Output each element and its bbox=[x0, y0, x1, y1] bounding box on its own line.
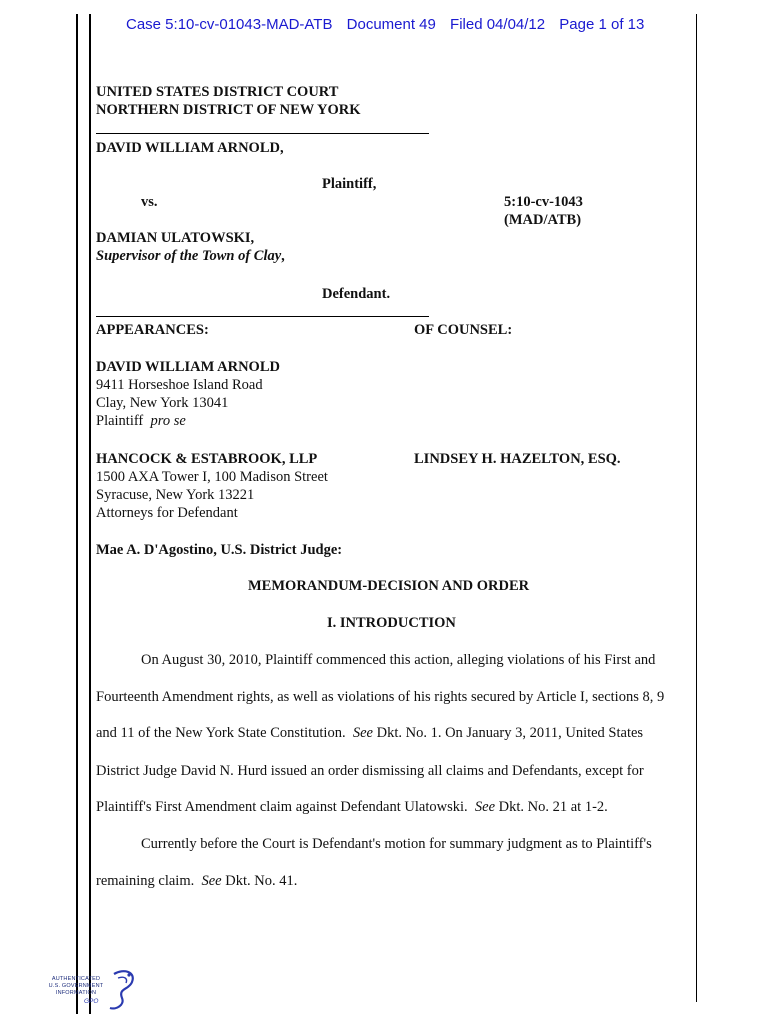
header-document-number: Document 49 bbox=[346, 16, 436, 33]
paragraph1-line5-text: Plaintiff's First Amendment claim against Defendant Ulatowski. bbox=[96, 799, 468, 815]
paragraph1-line4: District Judge David N. Hurd issued an order dismissing all claims and Defendants, except for bbox=[96, 763, 644, 779]
header-case-number: Case 5:10-cv-01043-MAD-ATB bbox=[126, 16, 333, 33]
header-filed-date: Filed 04/04/12 bbox=[450, 16, 546, 33]
caption-rule-bottom bbox=[96, 316, 429, 317]
plaintiff-address-line2: Clay, New York 13041 bbox=[96, 395, 229, 411]
plaintiff-role-prefix: Plaintiff bbox=[96, 413, 144, 429]
left-margin-line-inner bbox=[89, 14, 91, 1014]
court-district: NORTHERN DISTRICT OF NEW YORK bbox=[96, 102, 361, 118]
seal-line-3: INFORMATION bbox=[55, 990, 97, 996]
court-name: UNITED STATES DISTRICT COURT bbox=[96, 84, 339, 100]
appearances-heading: APPEARANCES: bbox=[96, 322, 209, 338]
judge-initials: (MAD/ATB) bbox=[504, 212, 582, 228]
plaintiff-address-line1: 9411 Horseshoe Island Road bbox=[96, 377, 263, 393]
defendant-title bbox=[96, 247, 285, 265]
paragraph1-line3 bbox=[96, 724, 643, 742]
gpo-authentication-seal bbox=[40, 968, 140, 1016]
defendant-name: DAMIAN ULATOWSKI, bbox=[96, 230, 255, 246]
of-counsel-heading: OF COUNSEL: bbox=[414, 322, 513, 338]
defendant-title-comma: , bbox=[281, 248, 285, 264]
document-title: MEMORANDUM-DECISION AND ORDER bbox=[248, 578, 530, 594]
see-signal: See bbox=[352, 725, 373, 741]
seal-line-1: AUTHENTICATED bbox=[51, 976, 101, 982]
paragraph2-line1: Currently before the Court is Defendant's motion for summary judgment as to Plaintiff's bbox=[141, 836, 652, 852]
paragraph2-line2 bbox=[96, 872, 297, 890]
plaintiff-role-line bbox=[96, 412, 186, 430]
right-margin-line bbox=[696, 14, 697, 1002]
paragraph1-line5 bbox=[96, 798, 608, 816]
see-signal: See bbox=[474, 799, 496, 815]
pro-se-label: pro se bbox=[150, 413, 186, 429]
defense-address-line2: Syracuse, New York 13221 bbox=[96, 487, 255, 503]
header-page-count: Page 1 of 13 bbox=[559, 16, 645, 33]
defense-address-line1: 1500 AXA Tower I, 100 Madison Street bbox=[96, 469, 328, 485]
judge-line: Mae A. D'Agostino, U.S. District Judge: bbox=[96, 542, 343, 558]
defense-firm-name: HANCOCK & ESTABROOK, LLP bbox=[96, 451, 318, 467]
defense-counsel-name: LINDSEY H. HAZELTON, ESQ. bbox=[414, 451, 621, 467]
defense-role: Attorneys for Defendant bbox=[96, 505, 238, 521]
plaintiff-name: DAVID WILLIAM ARNOLD, bbox=[96, 140, 284, 156]
paragraph1-line3-cite: Dkt. No. 1. On January 3, 2011, United States bbox=[376, 725, 644, 741]
eagle-icon bbox=[108, 968, 138, 1012]
caption-rule-top bbox=[96, 133, 429, 134]
plaintiff-appearance-name: DAVID WILLIAM ARNOLD bbox=[96, 359, 280, 375]
paragraph1-line5-cite: Dkt. No. 21 at 1-2. bbox=[498, 799, 608, 815]
paragraph2-line2-text: remaining claim. bbox=[96, 873, 195, 889]
paragraph1-line2: Fourteenth Amendment rights, as well as violations of his rights secured by Article I, sections 8, 9 bbox=[96, 689, 665, 705]
paragraph1-line1: On August 30, 2010, Plaintiff commenced this action, alleging violations of his First and bbox=[141, 652, 656, 668]
ecf-header bbox=[126, 16, 654, 33]
case-number: 5:10-cv-1043 bbox=[504, 194, 583, 210]
paragraph1-line3-text: and 11 of the New York State Constitution. bbox=[96, 725, 346, 741]
paragraph2-line2-cite: Dkt. No. 41. bbox=[225, 873, 298, 889]
plaintiff-role: Plaintiff, bbox=[322, 176, 377, 192]
gpo-label: GPO bbox=[84, 998, 99, 1005]
section-heading-introduction: I. INTRODUCTION bbox=[327, 615, 456, 631]
left-margin-line-outer bbox=[76, 14, 78, 1014]
defendant-role: Defendant. bbox=[322, 286, 391, 302]
defendant-title-italic: Supervisor of the Town of Clay bbox=[96, 248, 282, 264]
see-signal: See bbox=[201, 873, 222, 889]
seal-line-2: U.S. GOVERNMENT bbox=[48, 983, 104, 989]
seal-text bbox=[40, 976, 112, 997]
versus: vs. bbox=[141, 194, 158, 210]
